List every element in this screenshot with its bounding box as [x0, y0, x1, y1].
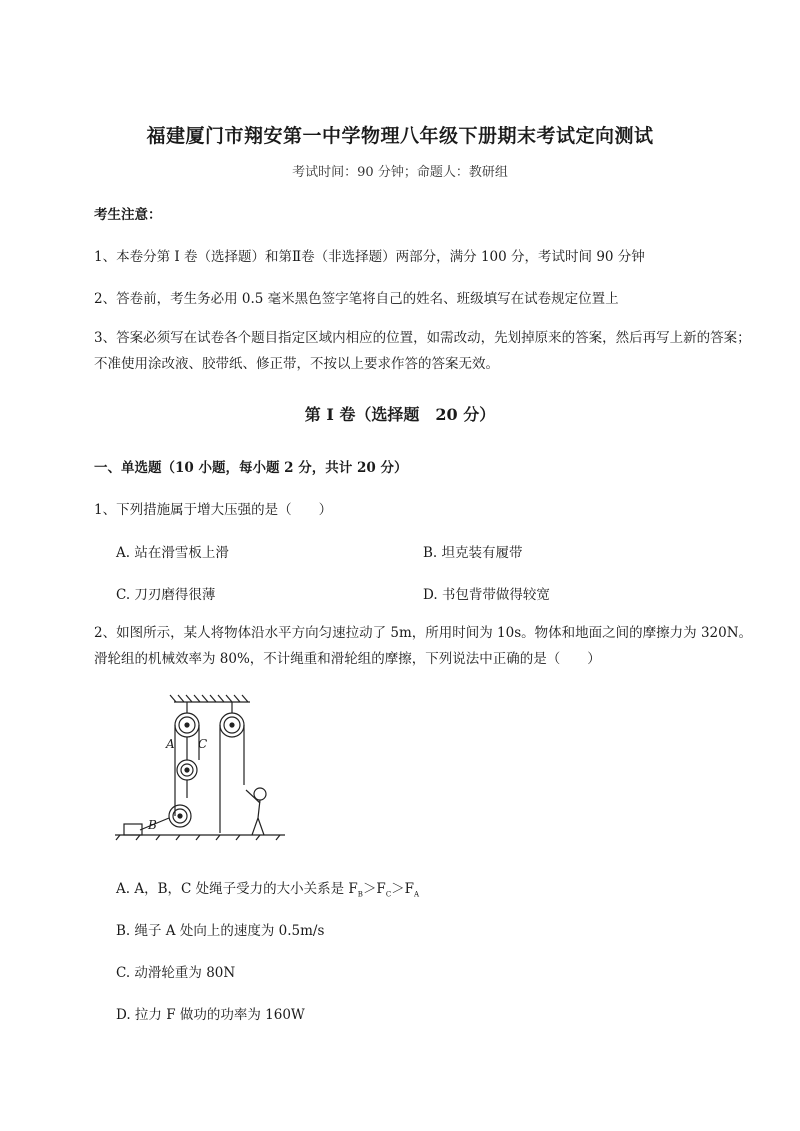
subscript-c: C: [385, 890, 392, 899]
figure-label-b: B: [148, 818, 157, 832]
subscript-a: A: [414, 890, 420, 899]
question-1-option-c[interactable]: C. 刀刃磨得很薄: [116, 587, 216, 603]
question-1-option-b[interactable]: B. 坦克装有履带: [423, 545, 523, 561]
notice-item-3: 3、答案必须写在试卷各个题目指定区域内相应的位置，如需改动，先划掉原来的答案，然后再写上新的答案；不准使用涂改液、胶带纸、修正带，不按以上要求作答的答案无效。: [94, 330, 751, 372]
part-heading: 一、单选题（10 小题，每小题 2 分，共计 20 分）: [94, 460, 408, 476]
question-2-option-b[interactable]: B. 绳子 A 处向上的速度为 0.5m/s: [116, 923, 325, 939]
option-a-compare-1: ＞F: [362, 881, 386, 897]
notice-item-1: 1、本卷分第 I 卷（选择题）和第Ⅱ卷（非选择题）两部分，满分 100 分，考试时间 90 分钟: [94, 249, 645, 265]
question-2-stem: 2、如图所示，某人将物体沿水平方向匀速拉动了 5m，所用时间为 10s。物体和地面之间的摩擦力为 320N。滑轮组的机械效率为 80%，不计绳重和滑轮组的摩擦，下列说法中正确的是（ ）: [94, 625, 753, 667]
pulley-diagram: [110, 690, 290, 850]
exam-info: 考试时间：90 分钟；命题人：教研组: [292, 165, 508, 180]
question-2-option-d[interactable]: D. 拉力 F 做功的功率为 160W: [116, 1007, 305, 1023]
notice-item-2: 2、答卷前，考生务必用 0.5 毫米黑色签字笔将自己的姓名、班级填写在试卷规定位置上: [94, 291, 619, 307]
question-2-option-c[interactable]: C. 动滑轮重为 80N: [116, 965, 236, 981]
page-title: 福建厦门市翔安第一中学物理八年级下册期末考试定向测试: [146, 125, 654, 147]
notice-heading: 考生注意：: [94, 207, 162, 223]
question-1-option-a[interactable]: A. 站在滑雪板上滑: [116, 545, 229, 561]
question-1-option-d[interactable]: D. 书包背带做得较宽: [423, 587, 550, 603]
section-heading: 第 I 卷（选择题 20 分）: [304, 405, 496, 424]
question-2-option-a[interactable]: [116, 877, 419, 899]
subscript-b: B: [357, 890, 363, 899]
option-a-compare-2: ＞F: [391, 881, 415, 897]
figure-label-c: C: [198, 737, 208, 751]
question-1-stem: 1、下列措施属于增大压强的是（ ）: [94, 502, 333, 518]
option-a-text: A. A，B，C 处绳子受力的大小关系是 F: [116, 881, 358, 897]
figure-label-a: A: [166, 737, 175, 751]
